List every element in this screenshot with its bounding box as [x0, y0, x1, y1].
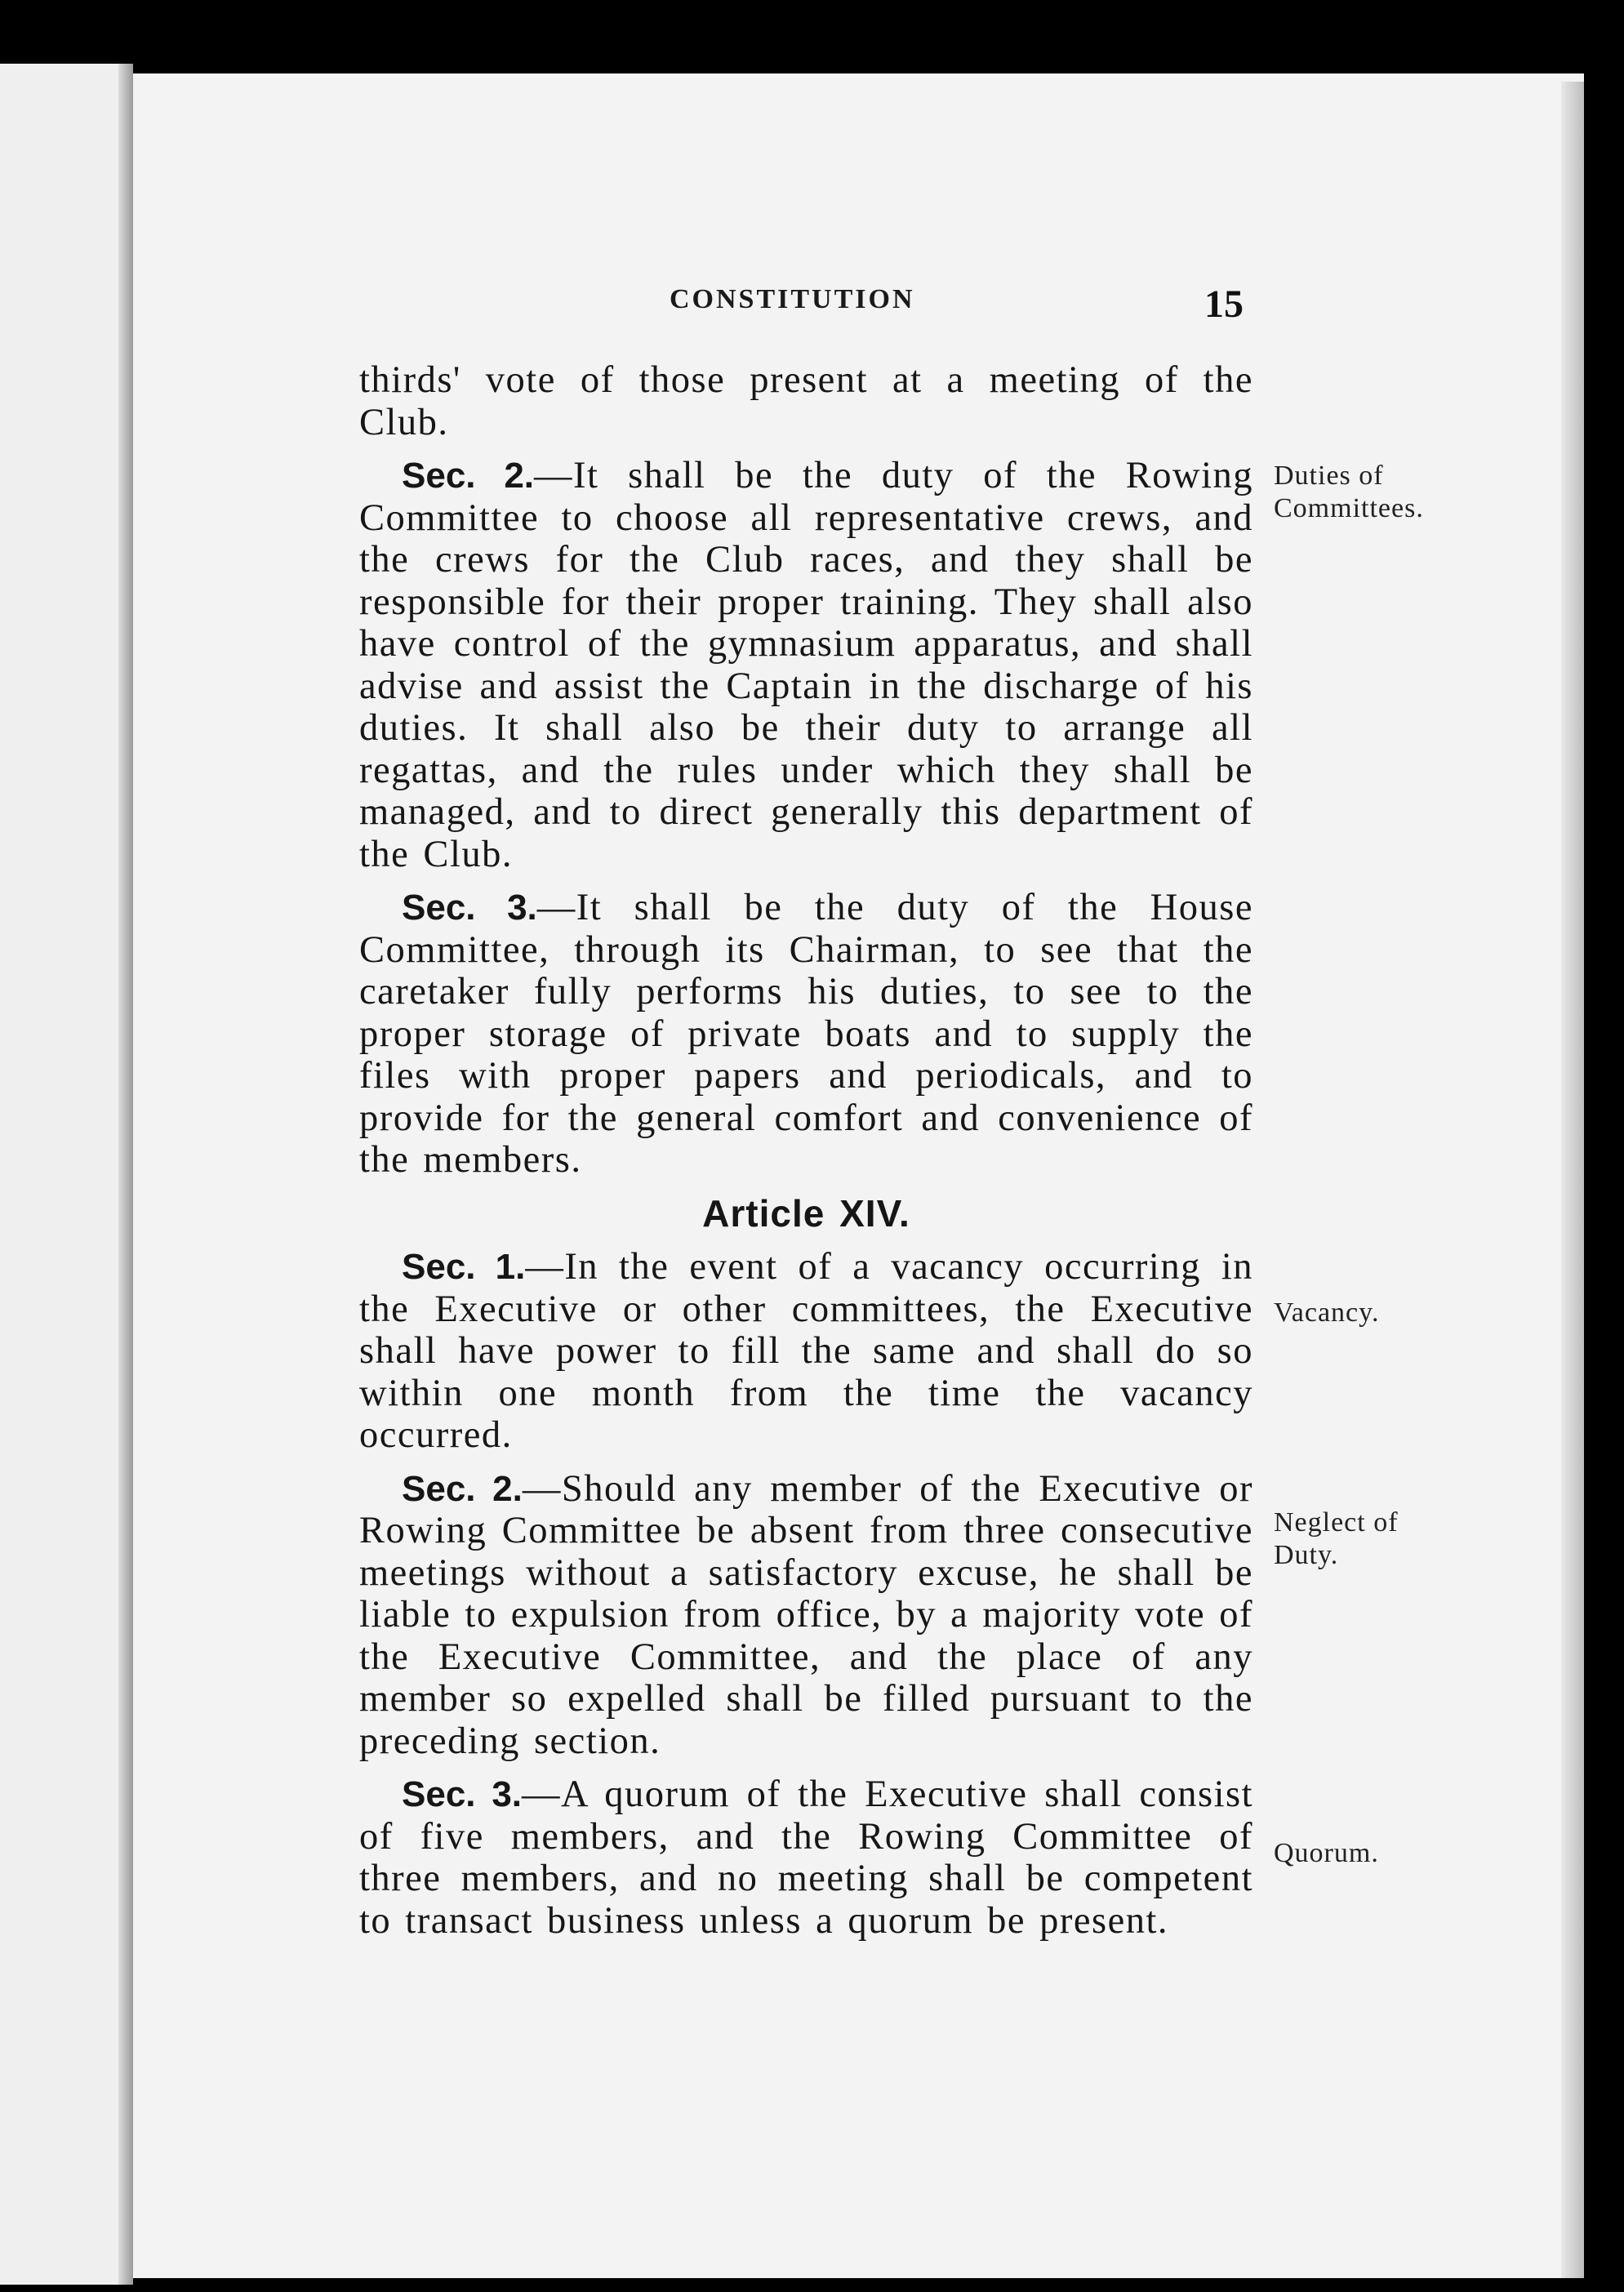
section-text: —In the event of a vacancy occurring in the Executive or other committees, the Executive shall have power to fill the same and shall do so within one month from the time the vacancy occurred. [359, 1246, 1253, 1456]
margin-note-neglect: Neglect of Duty. [1274, 1507, 1399, 1570]
margin-note-vacancy: Vacancy. [1274, 1297, 1380, 1328]
margin-note-quorum: Quorum. [1274, 1838, 1379, 1868]
paragraph-continued [359, 359, 1253, 443]
section-label: Sec. 3. [402, 888, 537, 928]
section-article14-sec1 [359, 1246, 1253, 1457]
section-text: —Should any member of the Executive or Rowing Committee be absent from three consecutive meetings without a satisfactory excuse, he shall be liable to expulsion from office, by a majority vote of the Executive Committee, and the place of any member so expelled shall be filled pursuant to the preceding section. [359, 1467, 1253, 1762]
section-text: —It shall be the duty of the House Committee, through its Chairman, to see that the caretaker fully performs his duties, to see to the proper storage of private boats and to supply the files with proper papers and periodicals, and to provide for the general comfort and convenience of the members. [359, 887, 1254, 1181]
section-article13-sec3 [359, 887, 1253, 1182]
section-article14-sec3 [359, 1774, 1253, 1942]
section-label: Sec. 2. [402, 456, 535, 496]
page-number: 15 [1204, 283, 1244, 326]
section-label: Sec. 1. [402, 1247, 526, 1287]
book-gutter-shadow [118, 64, 133, 2285]
section-article13-sec2 [359, 455, 1253, 875]
article-heading: Article XIV. [702, 1191, 910, 1235]
page-edge-shadow [1561, 82, 1584, 2278]
section-label: Sec. 2. [402, 1468, 523, 1509]
paragraph-text: thirds' vote of those present at a meeting of the Club. [359, 359, 1253, 443]
margin-note-duties: Duties of Committees. [1274, 461, 1424, 523]
running-head: CONSTITUTION [670, 284, 915, 314]
facing-page-edge [0, 64, 131, 2285]
body-text [359, 359, 1253, 1953]
section-text: —It shall be the duty of the Rowing Committee to choose all representative crews, and the crews for the Club races, and they shall be responsible for their proper training. They shall also have control of the gymnasium apparatus, and shall advise and assist the Captain in the discharge of his duties. It shall also be their duty to arrange all regattas, and the rules under which they shall be managed, and to direct generally this department of the Club. [359, 455, 1253, 875]
section-text: —A quorum of the Executive shall consist of five members, and the Rowing Committee of three members, and no meeting shall be competent to transact business unless a quorum be present. [359, 1774, 1253, 1942]
section-label: Sec. 3. [402, 1774, 523, 1814]
section-article14-sec2 [359, 1468, 1253, 1763]
